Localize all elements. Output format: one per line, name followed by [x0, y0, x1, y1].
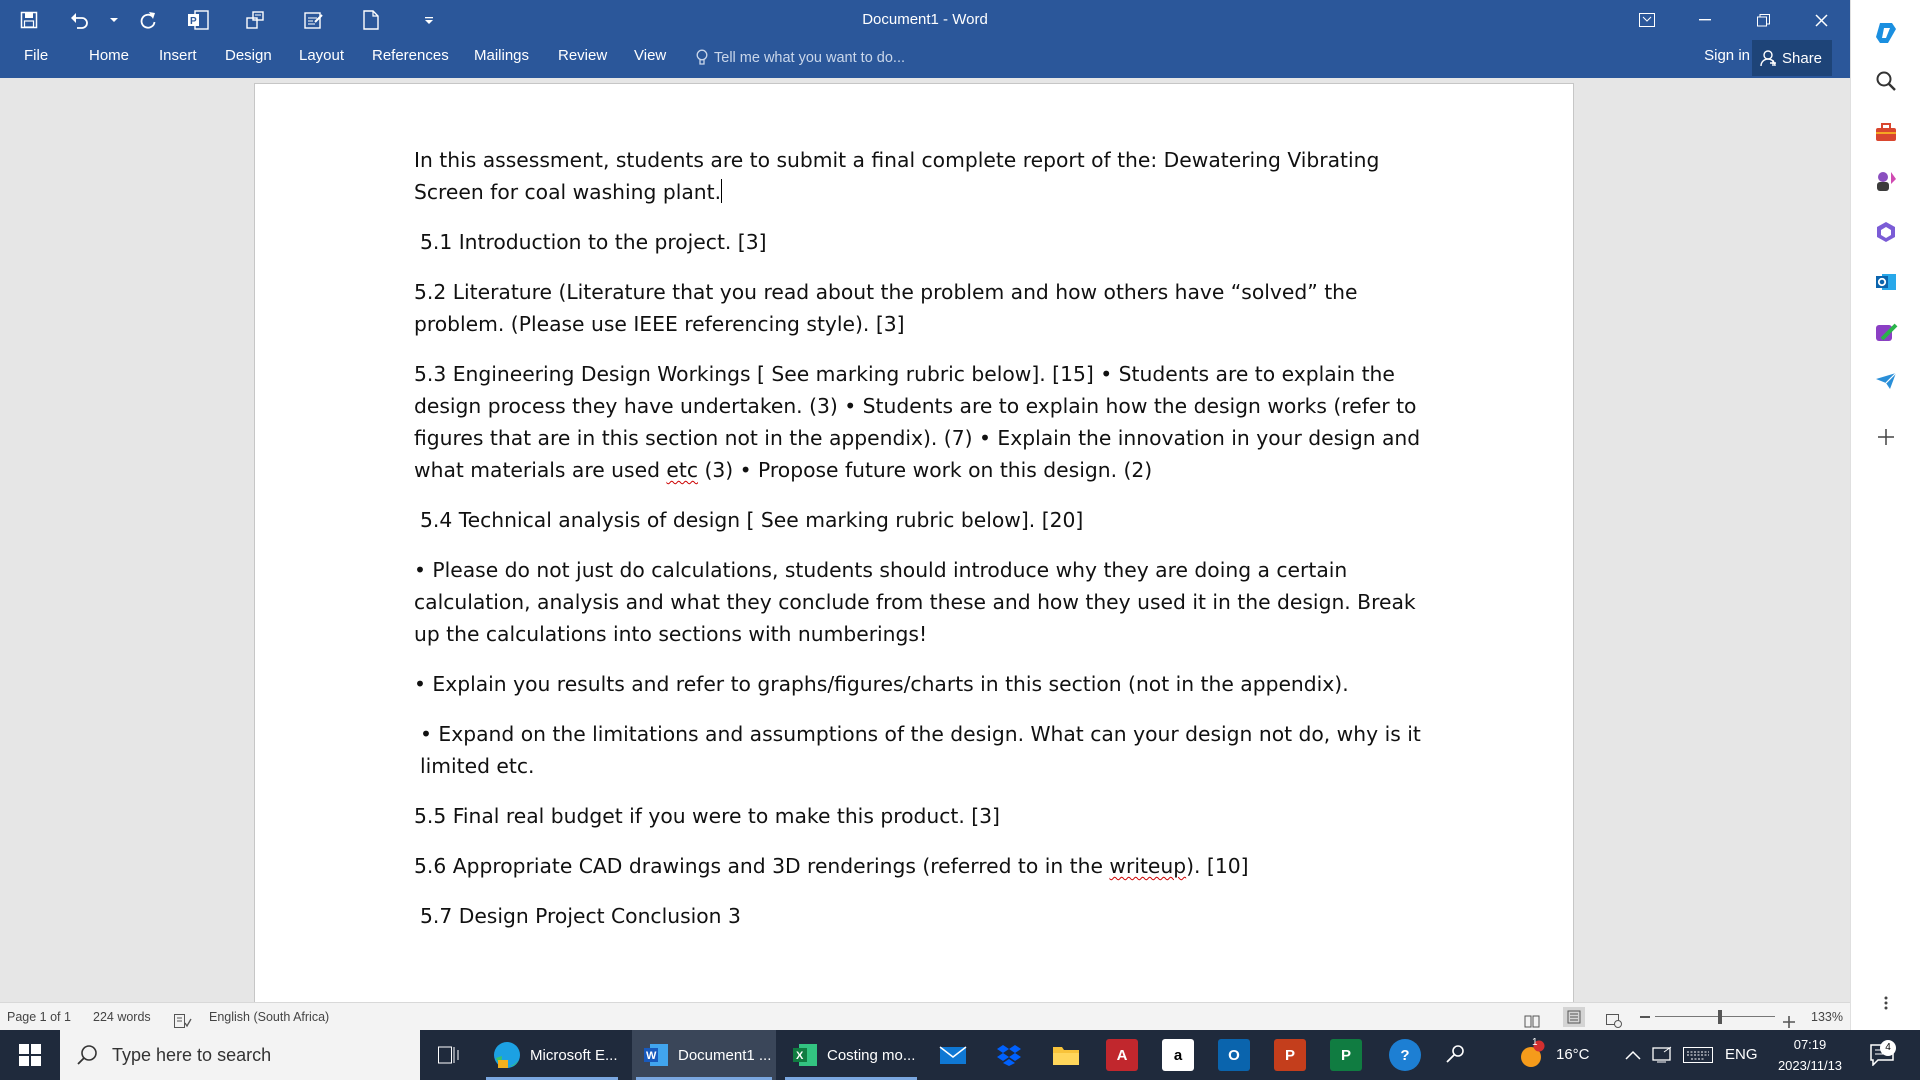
tell-me-text: Tell me what you want to do... — [714, 50, 906, 66]
games-icon[interactable] — [1871, 166, 1901, 196]
paragraph-5-1[interactable]: 5.1 Introduction to the project. [3] — [420, 230, 767, 254]
language-indicator[interactable]: English (South Africa) — [209, 1010, 330, 1024]
tell-me-box[interactable] — [696, 40, 905, 76]
ribbon-tabs — [0, 40, 1850, 78]
window-title: Document1 - Word — [862, 11, 988, 28]
temperature[interactable]: 16°C — [1556, 1046, 1590, 1063]
paragraph-intro[interactable] — [414, 144, 1424, 208]
title-bar — [0, 0, 1850, 40]
status-bar — [0, 1002, 1850, 1030]
restore-icon[interactable] — [1734, 0, 1792, 40]
help-icon[interactable]: ? — [1389, 1039, 1421, 1071]
more-icon[interactable] — [1871, 988, 1901, 1018]
zoom-in-icon[interactable] — [1783, 1010, 1795, 1024]
file-explorer-icon[interactable] — [1050, 1039, 1082, 1071]
spelling-error-writeup[interactable]: writeup — [1109, 854, 1187, 878]
quick-access-toolbar — [0, 0, 458, 40]
taskbar-app-edge[interactable] — [482, 1030, 622, 1080]
outlook-taskbar-icon[interactable]: O — [1218, 1039, 1250, 1071]
chevron-up-icon[interactable] — [1617, 1039, 1649, 1071]
publisher-icon[interactable] — [170, 0, 226, 40]
bullet-calculations[interactable]: • Please do not just do calculations, students should introduce why they are doing a certain calculation, analysis and what they conclude from these and how they used it in the design. Break up the calculations into sections with numberings! — [414, 558, 1416, 646]
lightbulb-icon — [696, 49, 708, 67]
excel-icon — [791, 1041, 819, 1069]
word-icon — [642, 1041, 670, 1069]
web-layout-icon[interactable] — [1606, 1010, 1622, 1024]
svg-text:P: P — [190, 16, 197, 27]
svg-text:W: W — [646, 1050, 657, 1062]
task-view-icon[interactable] — [433, 1039, 465, 1071]
paragraph-5-3-text: 5.3 Engineering Design Workings [ See marking rubric below]. [15] • Students are to explain the design process they have undertaken. (3) • Students are to explain how the design works (refer to figures that are in this section not in the appendix). (7) • Explain the innovation in your design and what materials are used — [414, 362, 1421, 482]
add-icon[interactable] — [1871, 422, 1901, 452]
toolbox-icon[interactable] — [1871, 117, 1901, 147]
clock-date: 2023/11/13 — [1777, 1058, 1843, 1073]
text-caret — [721, 179, 722, 203]
word-count[interactable]: 224 words — [93, 1010, 151, 1024]
tab-mailings[interactable]: Mailings — [474, 47, 530, 64]
document-page[interactable] — [254, 83, 1574, 1008]
share-label: Share — [1782, 49, 1823, 67]
search-icon[interactable] — [1871, 66, 1901, 96]
search-icon — [76, 1044, 98, 1066]
designer-icon[interactable] — [1871, 318, 1901, 348]
mail-icon[interactable] — [937, 1039, 969, 1071]
page-count[interactable]: Page 1 of 1 — [7, 1010, 71, 1024]
customize-icon[interactable] — [400, 0, 458, 40]
zoom-out-icon[interactable] — [1640, 1016, 1650, 1018]
clock-time: 07:19 — [1793, 1037, 1827, 1052]
network-icon[interactable] — [1647, 1039, 1679, 1071]
spelling-error-etc[interactable]: etc — [666, 458, 698, 482]
paragraph-5-6-text: 5.6 Appropriate CAD drawings and 3D renderings (referred to in the — [414, 854, 1103, 878]
proofing-icon[interactable] — [174, 1010, 192, 1024]
tab-references[interactable]: References — [372, 47, 449, 64]
taskbar-search[interactable] — [60, 1030, 420, 1080]
taskbar-app-excel[interactable] — [781, 1030, 921, 1080]
send-icon[interactable] — [1871, 366, 1901, 396]
paragraph-intro-text: In this assessment, students are to submit a final complete report of the: Dewatering Vibrating Screen for coal washing plant. — [414, 148, 1380, 204]
amazon-icon[interactable]: a — [1162, 1039, 1194, 1071]
tab-insert[interactable]: Insert — [159, 47, 197, 64]
tab-design[interactable]: Design — [225, 47, 272, 64]
edge-icon — [492, 1040, 522, 1070]
zoom-slider[interactable] — [1655, 1016, 1775, 1017]
weather-badge: 1 — [1532, 1037, 1538, 1048]
taskbar-app-edge-label: Microsoft E... — [530, 1046, 618, 1064]
close-icon[interactable] — [1792, 0, 1850, 40]
bullet-results[interactable]: • Explain you results and refer to graphs/figures/charts in this section (not in the appendix). — [414, 672, 1349, 696]
paragraph-5-6-tail: ). [10] — [1186, 854, 1249, 878]
taskbar-app-word[interactable] — [632, 1030, 776, 1080]
person-icon — [1760, 49, 1778, 67]
undo-icon[interactable] — [58, 0, 102, 40]
powerpoint-icon[interactable]: P — [1274, 1039, 1306, 1071]
redo-icon[interactable] — [126, 0, 170, 40]
paragraph-5-2[interactable]: 5.2 Literature (Literature that you read about the problem and how others have “solved” the problem. (Please use IEEE referencing style). [3] — [414, 280, 1358, 336]
paragraph-5-3[interactable] — [414, 358, 1424, 486]
paragraph-5-5[interactable]: 5.5 Final real budget if you were to make this product. [3] — [414, 804, 1000, 828]
svg-text:X: X — [796, 1050, 804, 1062]
undo-dropdown-icon[interactable] — [102, 0, 126, 40]
document-body[interactable] — [414, 144, 1424, 950]
outlook-icon[interactable] — [1871, 267, 1901, 297]
tab-layout[interactable]: Layout — [299, 47, 345, 64]
paragraph-5-4[interactable]: 5.4 Technical analysis of design [ See marking rubric below]. [20] — [420, 508, 1084, 532]
zoom-level[interactable]: 133% — [1811, 1010, 1843, 1024]
bullet-limitations[interactable]: • Expand on the limitations and assumptions of the design. What can your design not do, why is it limited etc. — [420, 722, 1421, 778]
input-language[interactable]: ENG — [1725, 1046, 1758, 1063]
zoom-thumb[interactable] — [1718, 1010, 1722, 1024]
m365-icon[interactable] — [1871, 217, 1901, 247]
side-pane — [1850, 0, 1920, 1030]
print-layout-icon[interactable] — [1563, 1007, 1585, 1027]
taskbar-app-word-label: Document1 ... — [678, 1046, 772, 1064]
dropbox-icon[interactable] — [993, 1039, 1025, 1071]
share-button[interactable] — [1752, 40, 1832, 76]
keyboard-icon[interactable] — [1682, 1039, 1714, 1071]
paragraph-5-6[interactable] — [414, 850, 1424, 882]
tab-home[interactable]: Home — [89, 47, 130, 64]
taskbar-app-excel-label: Costing mo... — [827, 1046, 916, 1064]
paragraph-5-7[interactable]: 5.7 Design Project Conclusion 3 — [420, 904, 741, 928]
window-controls — [1618, 0, 1850, 40]
search-placeholder: Type here to search — [112, 1044, 272, 1065]
access-icon[interactable]: A — [1106, 1039, 1138, 1071]
copilot-icon[interactable] — [1871, 18, 1901, 48]
document-canvas — [0, 78, 1850, 1002]
taskbar — [0, 1030, 1920, 1080]
ribbon-display-icon[interactable] — [1618, 0, 1676, 40]
minimize-icon[interactable] — [1676, 0, 1734, 40]
notification-count: 4 — [1880, 1040, 1896, 1056]
new-doc-icon[interactable] — [342, 0, 400, 40]
edit-icon[interactable] — [284, 0, 342, 40]
sign-in-link[interactable]: Sign in — [1704, 47, 1750, 64]
system-clock[interactable] — [1760, 1034, 1860, 1076]
project-icon[interactable]: P — [1330, 1039, 1362, 1071]
paragraph-5-3-tail: (3) • Propose future work on this design. (2) — [704, 458, 1153, 482]
tab-view[interactable]: View — [634, 47, 667, 64]
people-icon[interactable] — [1440, 1039, 1472, 1071]
tab-review[interactable]: Review — [558, 47, 608, 64]
tab-file[interactable]: File — [24, 47, 49, 64]
start-button[interactable] — [0, 1030, 60, 1080]
save-icon[interactable] — [0, 0, 58, 40]
format-icon[interactable] — [226, 0, 284, 40]
windows-icon — [19, 1044, 41, 1066]
